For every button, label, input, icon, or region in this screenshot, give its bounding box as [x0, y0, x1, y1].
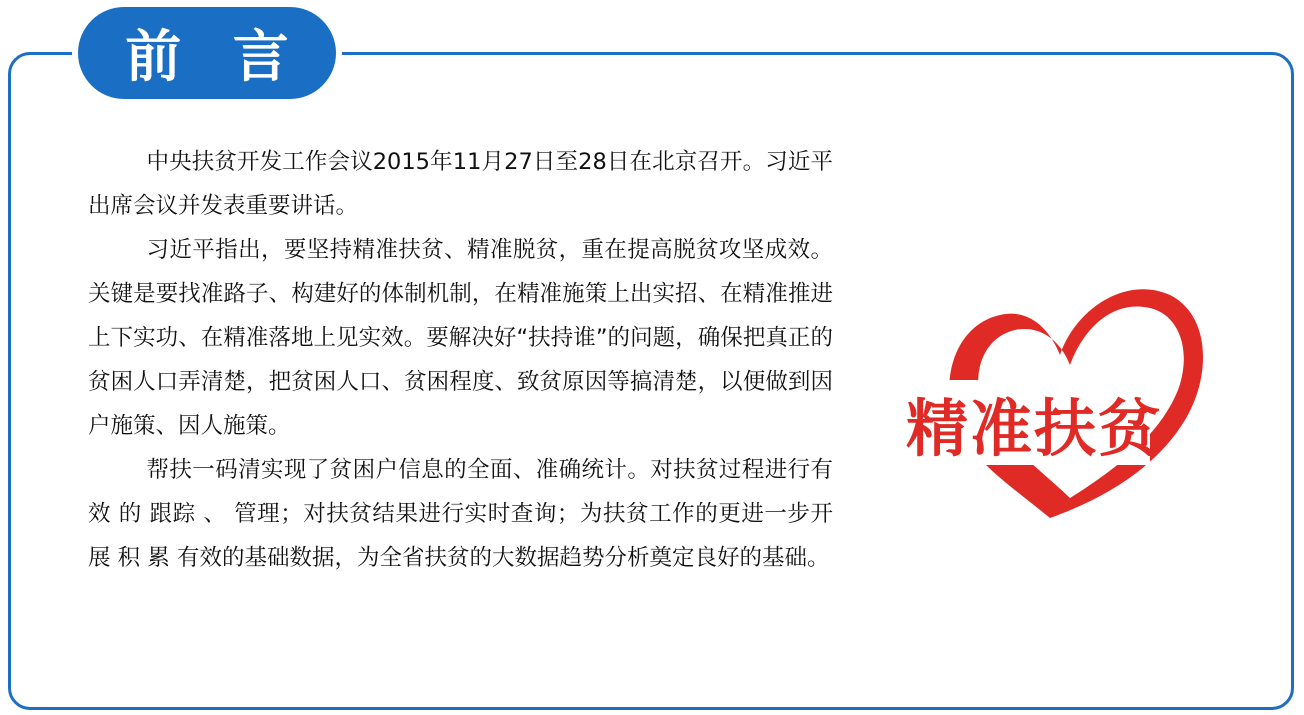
page-title: 前 言	[125, 25, 305, 90]
paragraph-2: 习近平指出，要坚持精准扶贫、精准脱贫，重在提高脱贫攻坚成效。关键是要找准路子、构建好的体制机制，在精准施策上出实招、在精准推进上下实功、在精准落地上见实效。要解决好“扶持谁”的问题，确保把真正的贫困人口弄清楚，把贫困人口、贫困程度、致贫原因等搞清楚，以便做到因户施策、因人施策。	[88, 237, 833, 439]
paragraph-3: 帮扶一码清实现了贫困户信息的全面、准确统计。对扶贫过程进行有效 的 跟踪 、 管理；对扶贫结果进行实时查询；为扶贫工作的更进一步开展 积 累 有效的基础数据，为全省扶贫的大数据趋势分析奠定良好的基础。	[88, 457, 833, 571]
precision-poverty-logo	[900, 270, 1215, 525]
paragraph-1: 中央扶贫开发工作会议2015年11月27日至28日在北京召开。习近平出席会议并发表重要讲话。	[88, 149, 833, 219]
article-body	[88, 140, 833, 580]
title-tab	[78, 7, 336, 99]
heart-icon	[900, 270, 1215, 525]
logo-text: 精准扶贫	[906, 392, 1163, 465]
